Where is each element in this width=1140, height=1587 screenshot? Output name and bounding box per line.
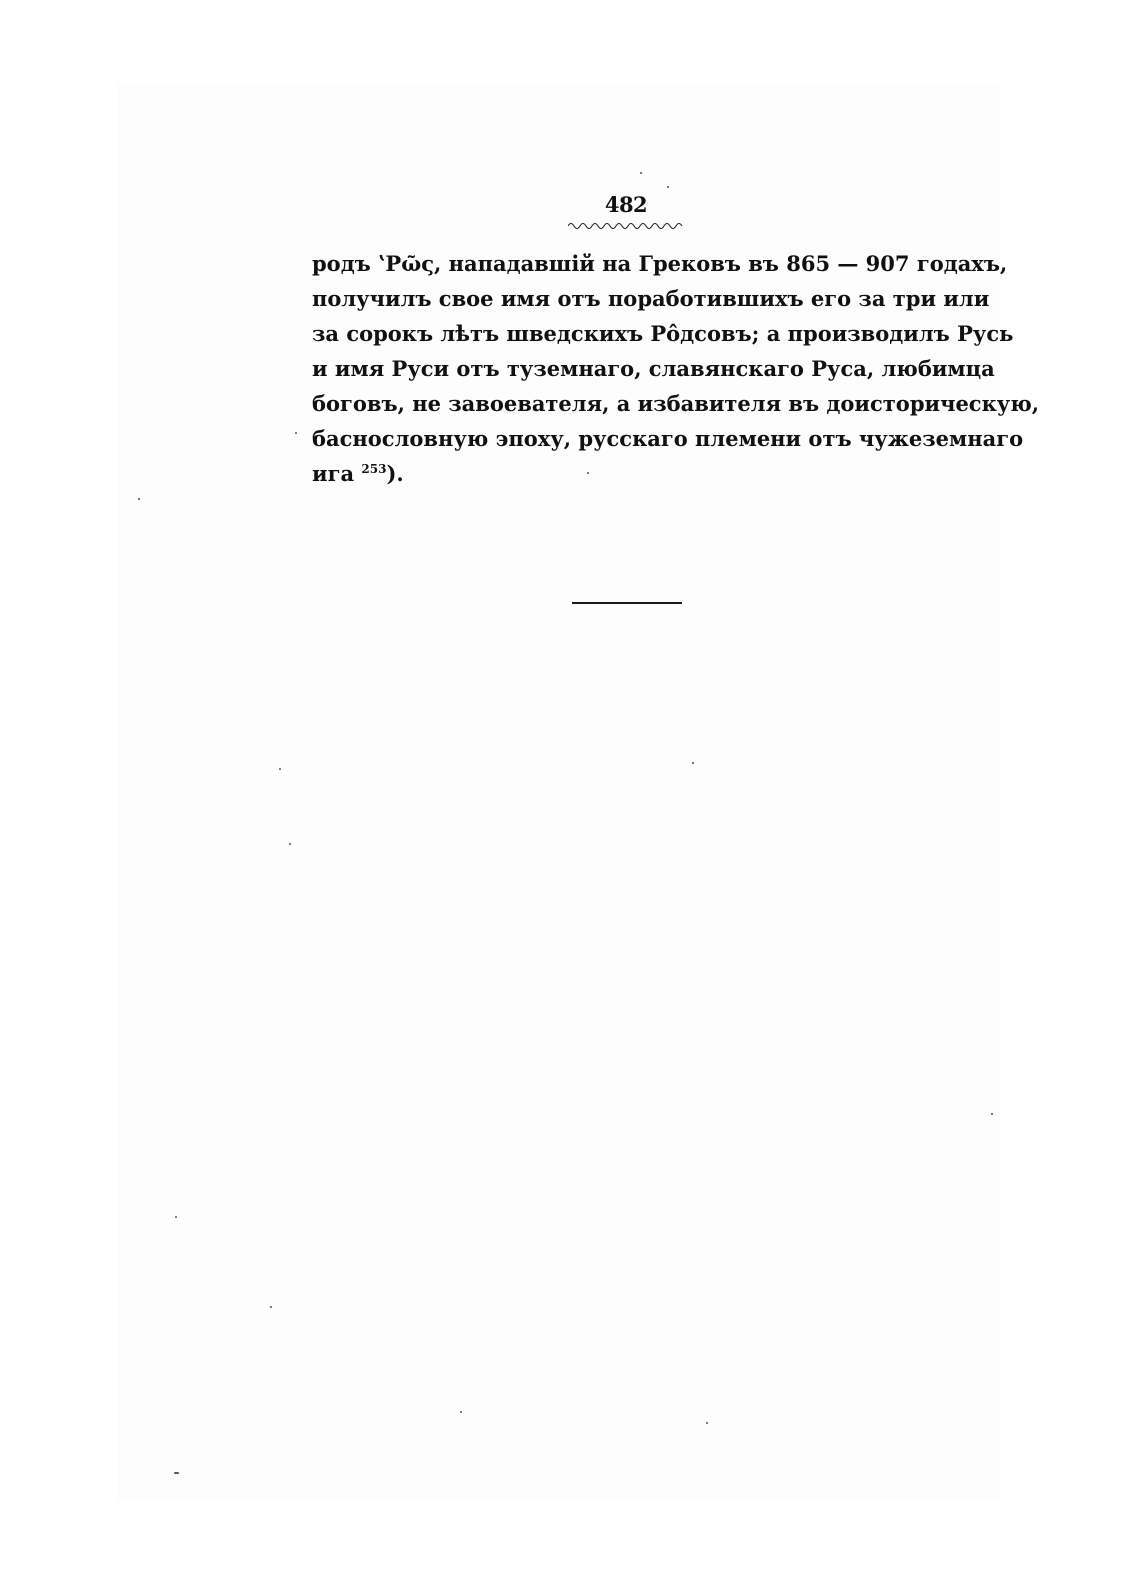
scan-speck: [667, 186, 669, 188]
text-line: родъ ʽΡῶς, нападавшій на Грековъ въ 865 — 907 годахъ,: [312, 251, 1008, 276]
text-line: боговъ, не завоевателя, а избавителя въ доисторическую,: [312, 391, 1040, 416]
page-number: 482: [604, 192, 648, 217]
scan-speck: [174, 1472, 179, 1474]
scan-speck: [587, 472, 589, 474]
footnote-reference: 253: [361, 462, 387, 476]
last-line-text: ига: [312, 461, 355, 486]
text-line-last: [312, 456, 940, 491]
body-paragraph: [312, 246, 1040, 491]
scan-speck: [279, 768, 281, 770]
scan-speck: [289, 843, 291, 845]
text-line: баснословную эпоху, русскаго племени отъ чужеземнаго: [312, 426, 1024, 451]
scan-speck: [295, 432, 297, 434]
decorative-wavy-rule: [568, 219, 684, 229]
scan-speck: [706, 1422, 708, 1424]
text-line: за сорокъ лѣтъ шведскихъ Рôдсовъ; а производилъ Русь: [312, 321, 1014, 346]
scan-speck: [640, 172, 642, 174]
text-line: получилъ свое имя отъ поработившихъ его за три или: [312, 286, 990, 311]
scan-speck: [991, 1113, 993, 1115]
scan-speck: [270, 1306, 272, 1308]
scan-speck: [460, 1411, 462, 1413]
scan-speck: [692, 762, 694, 764]
last-line-closing: ).: [386, 461, 404, 486]
section-end-rule: [572, 602, 682, 604]
scan-speck: [175, 1216, 177, 1218]
text-line: и имя Руси отъ туземнаго, славянскаго Руса, любимца: [312, 356, 995, 381]
scan-speck: [138, 498, 140, 500]
